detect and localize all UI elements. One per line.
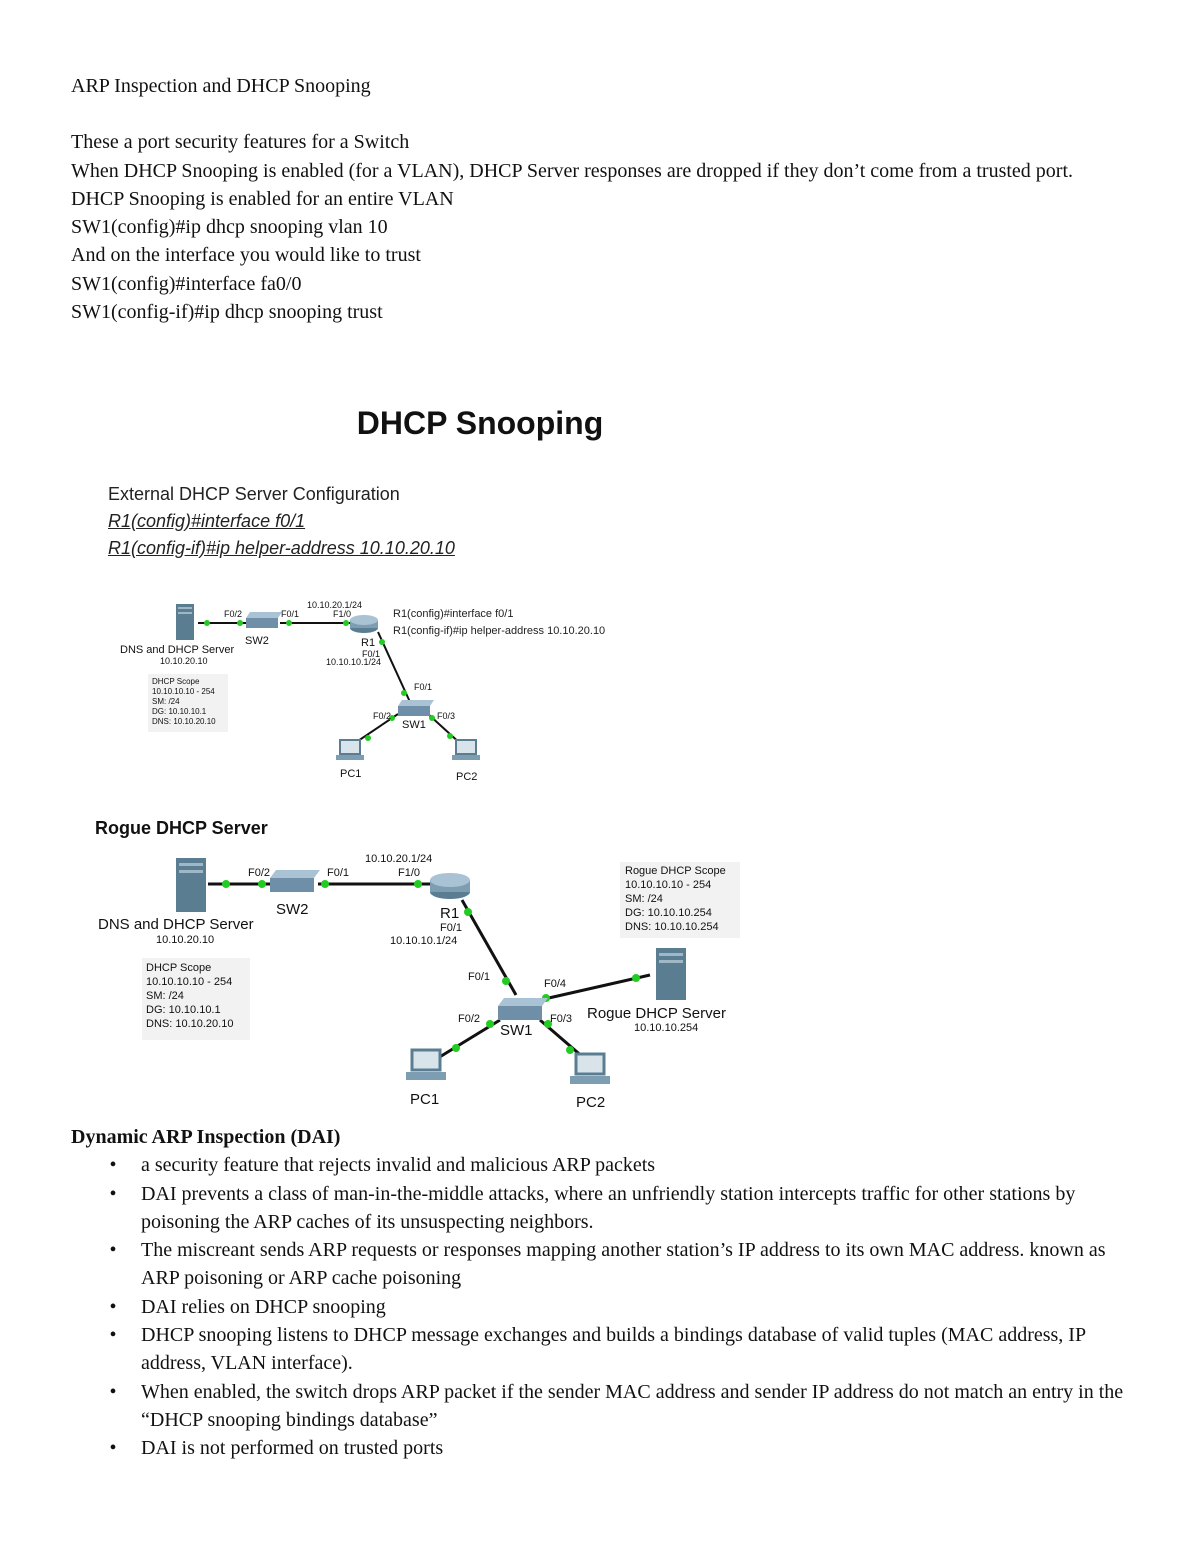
port-label: F0/3 — [550, 1013, 573, 1025]
list-item-text: a security feature that rejects invalid and malicious ARP packets — [141, 1154, 656, 1177]
list-item — [109, 1151, 1131, 1179]
port-label: F0/4 — [544, 978, 567, 990]
device-label: SW1 — [402, 719, 426, 731]
dai-list — [71, 1151, 1131, 1462]
bullet-icon: • — [109, 1239, 117, 1262]
rogue-ip: 10.10.10.254 — [634, 1022, 699, 1034]
net-label: 10.10.20.1/24 — [307, 600, 363, 610]
rogue-scope-line: Rogue DHCP Scope — [625, 865, 726, 877]
device-label: PC1 — [410, 1091, 440, 1108]
rogue-scope-line: DG: 10.10.10.254 — [625, 907, 712, 919]
cli-line: SW1(config-if)#ip dhcp snooping trust — [71, 301, 383, 324]
scope-line: DHCP Scope — [146, 962, 212, 974]
dai-section — [71, 1123, 1131, 1463]
intro-line: When DHCP Snooping is enabled (for a VLAN), DHCP Server responses are dropped if they don’t come from a trusted port. — [71, 159, 1074, 182]
net-label: 10.10.10.1/24 — [390, 935, 458, 947]
device-label: R1 — [361, 637, 376, 649]
list-item-text: The miscreant sends ARP requests or responses mapping another station’s IP address to its own MAC address. known as ARP poisoning or ARP cache poisoning — [141, 1239, 1106, 1290]
pc-icon — [570, 1054, 610, 1084]
scope-line: SM: /24 — [152, 697, 180, 706]
server-ip: 10.10.20.10 — [160, 656, 208, 666]
bullet-icon: • — [109, 1380, 117, 1403]
scope-line: DHCP Scope — [152, 677, 200, 686]
bullet-icon: • — [109, 1324, 117, 1347]
config-line-1: R1(config)#interface f0/1 — [108, 511, 306, 531]
intro-line: DHCP Snooping is enabled for an entire VLAN — [71, 187, 454, 210]
bullet-icon: • — [109, 1295, 117, 1318]
list-item — [109, 1236, 1131, 1293]
server-label: DNS and DHCP Server — [98, 916, 254, 933]
rogue-server-label: Rogue DHCP Server — [587, 1005, 726, 1022]
scope-line: DNS: 10.10.20.10 — [146, 1018, 234, 1030]
port-label: F0/1 — [327, 867, 350, 879]
list-item — [109, 1434, 1131, 1462]
list-item-text: DHCP snooping listens to DHCP message exchanges and builds a bindings database of valid tuples (MAC address, IP address, VLAN interface). — [141, 1324, 1086, 1375]
device-label: PC1 — [340, 768, 362, 780]
intro-line: And on the interface you would like to trust — [71, 244, 421, 267]
doc-title: ARP Inspection and DHCP Snooping — [71, 75, 371, 97]
device-label: PC2 — [456, 771, 478, 783]
config-heading: External DHCP Server Configuration — [108, 484, 400, 504]
cli-line: SW1(config)#ip dhcp snooping vlan 10 — [71, 216, 388, 239]
server-label: DNS and DHCP Server — [120, 644, 235, 656]
device-label: PC2 — [576, 1094, 606, 1111]
port-label: F1/0 — [398, 867, 421, 879]
net-label: 10.10.20.1/24 — [365, 853, 433, 865]
list-item — [109, 1180, 1131, 1237]
cli-text: R1(config-if)#ip helper-address 10.10.20.10 — [393, 625, 606, 637]
list-item — [109, 1293, 1131, 1321]
router-icon — [430, 873, 470, 899]
list-item-text: DAI is not performed on trusted ports — [141, 1437, 444, 1460]
port-label: F0/2 — [248, 867, 271, 879]
list-item-text: DAI prevents a class of man-in-the-middle attacks, where an unfriendly station intercepts traffic for other stations by poisoning the ARP caches of its unsuspecting neighbors. — [141, 1182, 1076, 1233]
scope-line: DG: 10.10.10.1 — [146, 1004, 221, 1016]
net-label: 10.10.10.1/24 — [326, 657, 382, 667]
port-label: F1/0 — [333, 609, 352, 619]
rogue-scope-line: SM: /24 — [625, 893, 663, 905]
server-ip: 10.10.20.10 — [156, 934, 215, 946]
rogue-title: Rogue DHCP Server — [95, 818, 268, 838]
list-item-text: When enabled, the switch drops ARP packet if the sender MAC address and sender IP address do not match an entry in the “DHCP snooping bindings database” — [141, 1380, 1124, 1431]
port-label: F0/1 — [440, 922, 463, 934]
server-icon — [176, 858, 206, 912]
scope-line: 10.10.10.10 - 254 — [146, 976, 233, 988]
port-label: F0/3 — [437, 711, 456, 721]
device-label: SW1 — [500, 1022, 533, 1039]
port-label: F0/2 — [373, 711, 392, 721]
port-label: F0/2 — [458, 1013, 481, 1025]
port-label: F0/1 — [414, 682, 433, 692]
dai-heading: Dynamic ARP Inspection (DAI) — [71, 1126, 341, 1148]
list-item — [109, 1378, 1131, 1435]
scope-line: DNS: 10.10.20.10 — [152, 717, 216, 726]
switch-icon — [270, 870, 320, 892]
list-item — [109, 1321, 1131, 1378]
scope-line: DG: 10.10.10.1 — [152, 707, 207, 716]
pc-icon — [406, 1050, 446, 1080]
cli-text: R1(config)#interface f0/1 — [393, 608, 514, 620]
cli-line: SW1(config)#interface fa0/0 — [71, 272, 302, 295]
slide-title: DHCP Snooping — [356, 405, 604, 441]
device-label: SW2 — [245, 635, 269, 647]
links — [208, 884, 650, 1058]
port-label: F0/1 — [281, 609, 300, 619]
scope-line: SM: /24 — [146, 990, 184, 1002]
scope-line: 10.10.10.10 - 254 — [152, 687, 215, 696]
intro-line: These a port security features for a Switch — [71, 131, 410, 154]
list-item-text: DAI relies on DHCP snooping — [141, 1295, 386, 1318]
config-line-2: R1(config-if)#ip helper-address 10.10.20.10 — [108, 538, 455, 558]
device-label: SW2 — [276, 901, 309, 918]
device-label: R1 — [440, 905, 460, 922]
bullet-icon: • — [109, 1437, 117, 1460]
switch-icon — [498, 998, 548, 1020]
rogue-scope-line: DNS: 10.10.10.254 — [625, 921, 719, 933]
port-label: F0/2 — [224, 609, 243, 619]
port-label: F0/1 — [468, 971, 491, 983]
server-icon — [656, 948, 686, 1000]
bullet-icon: • — [109, 1154, 117, 1177]
rogue-scope-line: 10.10.10.10 - 254 — [625, 879, 712, 891]
port-label: F0/1 — [362, 649, 381, 659]
bullet-icon: • — [109, 1182, 117, 1205]
